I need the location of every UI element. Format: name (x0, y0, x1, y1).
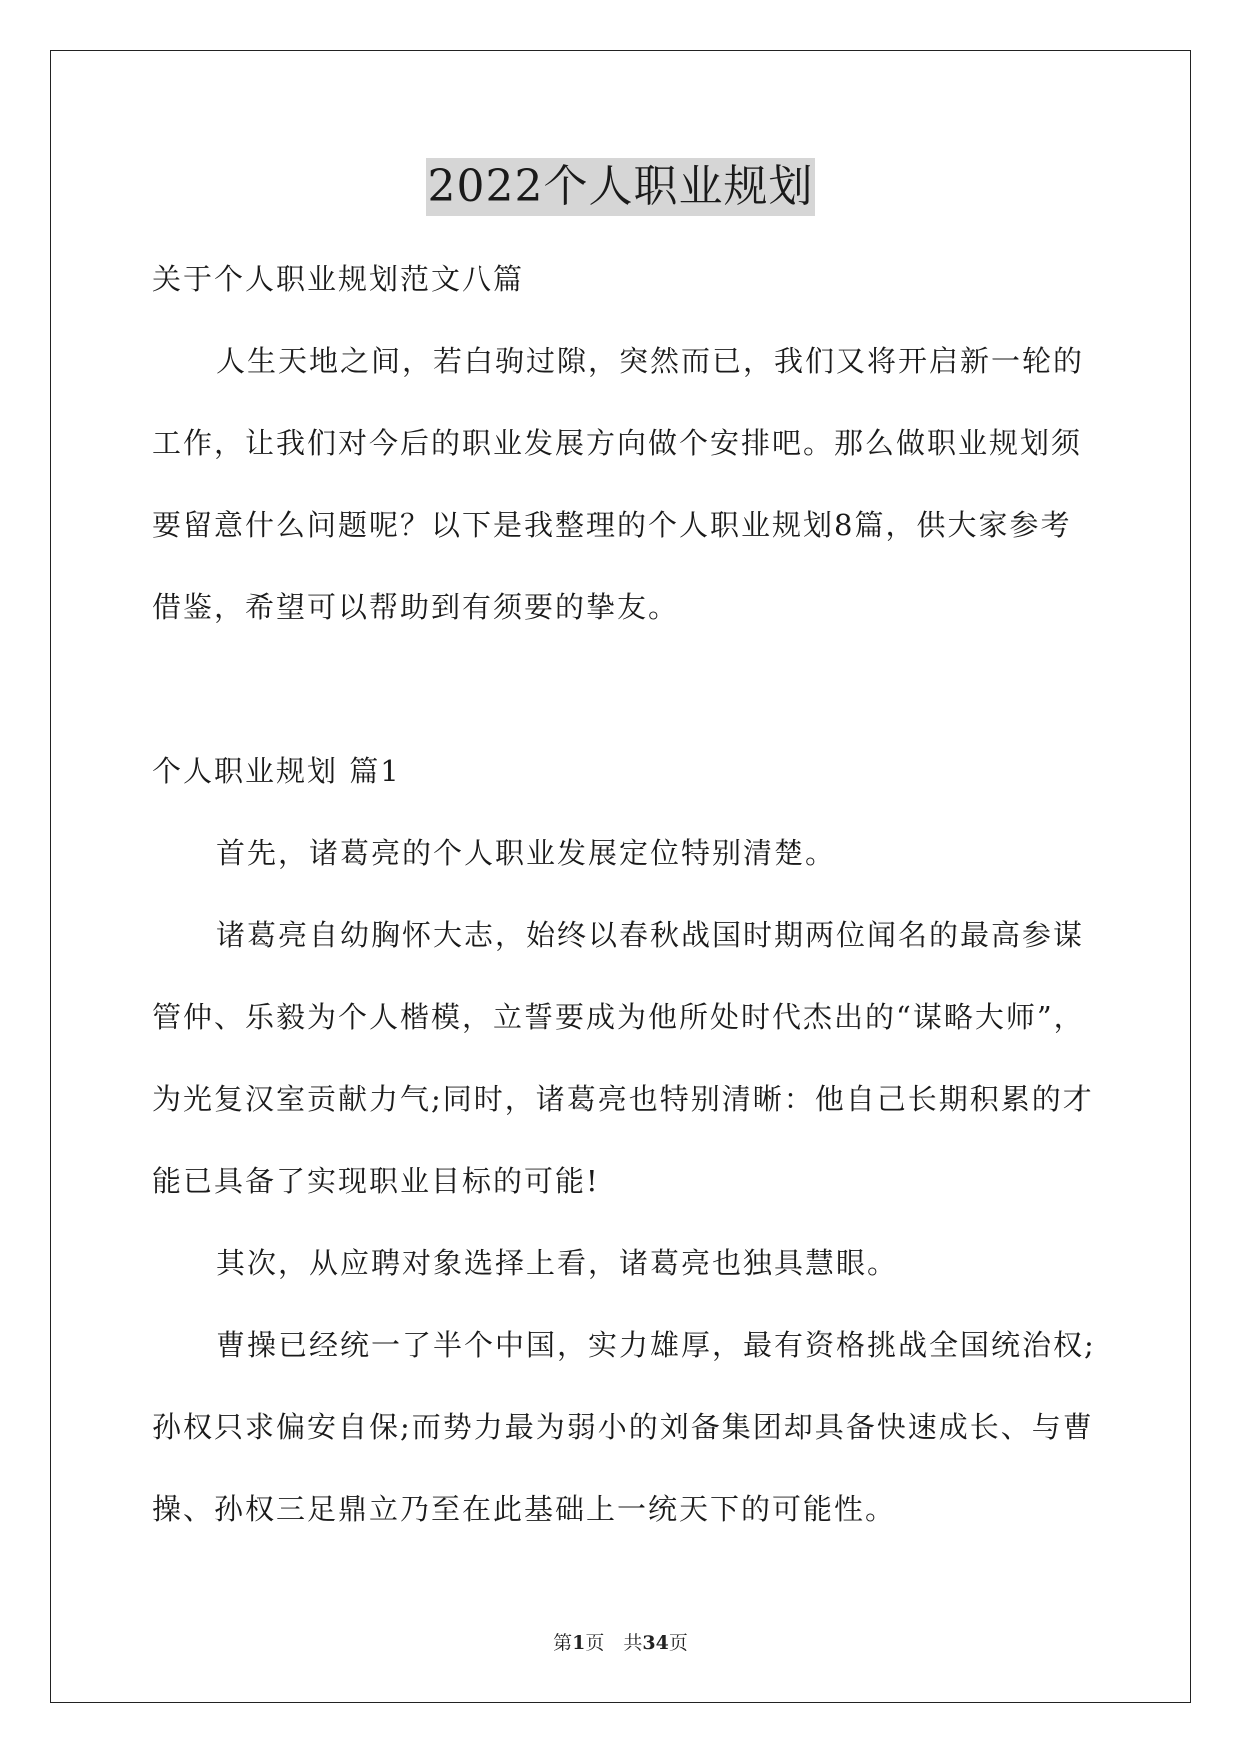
page-suffix: 页 (668, 1632, 688, 1654)
section-paragraph-line: 其次，从应聘对象选择上看，诸葛亮也独具慧眼。 (216, 1246, 899, 1280)
section-paragraph-line: 管仲、乐毅为个人楷模，立誓要成为他所处时代杰出的“谋略大师”， (152, 1000, 1085, 1034)
document-title: 2022个人职业规划 (426, 158, 816, 216)
page-footer (0, 1628, 1241, 1655)
intro-paragraph-line: 人生天地之间，若白驹过隙，突然而已，我们又将开启新一轮的 (216, 344, 1085, 378)
page-mid-text: 页 共 (585, 1632, 643, 1654)
page-prefix: 第 (553, 1632, 573, 1654)
section-paragraph-line: 孙权只求偏安自保;而势力最为弱小的刘备集团却具备快速成长、与曹 (152, 1410, 1094, 1444)
intro-paragraph-line: 要留意什么问题呢？以下是我整理的个人职业规划8篇，供大家参考 (152, 508, 1072, 542)
section-heading: 个人职业规划 篇1 (152, 754, 401, 788)
blank-line (152, 648, 1092, 730)
section-paragraph-line: 曹操已经统一了半个中国，实力雄厚，最有资格挑战全国统治权; (216, 1328, 1096, 1362)
section-paragraph-line: 首先，诸葛亮的个人职业发展定位特别清楚。 (216, 836, 837, 870)
document-body (152, 238, 1096, 1550)
section-paragraph-line: 为光复汉室贡献力气;同时，诸葛亮也特别清晰：他自己长期积累的才 (152, 1082, 1094, 1116)
intro-paragraph-line: 借鉴，希望可以帮助到有须要的挚友。 (152, 590, 680, 624)
title-container (0, 158, 1241, 216)
page-current-number: 1 (572, 1632, 586, 1654)
section-paragraph-line: 能已具备了实现职业目标的可能! (152, 1164, 600, 1198)
page-total-number: 34 (642, 1632, 669, 1654)
section-paragraph-line: 诸葛亮自幼胸怀大志，始终以春秋战国时期两位闻名的最高参谋 (216, 918, 1085, 952)
section-paragraph-line: 操、孙权三足鼎立乃至在此基础上一统天下的可能性。 (152, 1492, 897, 1526)
document-subtitle: 关于个人职业规划范文八篇 (152, 262, 525, 296)
intro-paragraph-line: 工作，让我们对今后的职业发展方向做个安排吧。那么做职业规划须 (152, 426, 1083, 460)
